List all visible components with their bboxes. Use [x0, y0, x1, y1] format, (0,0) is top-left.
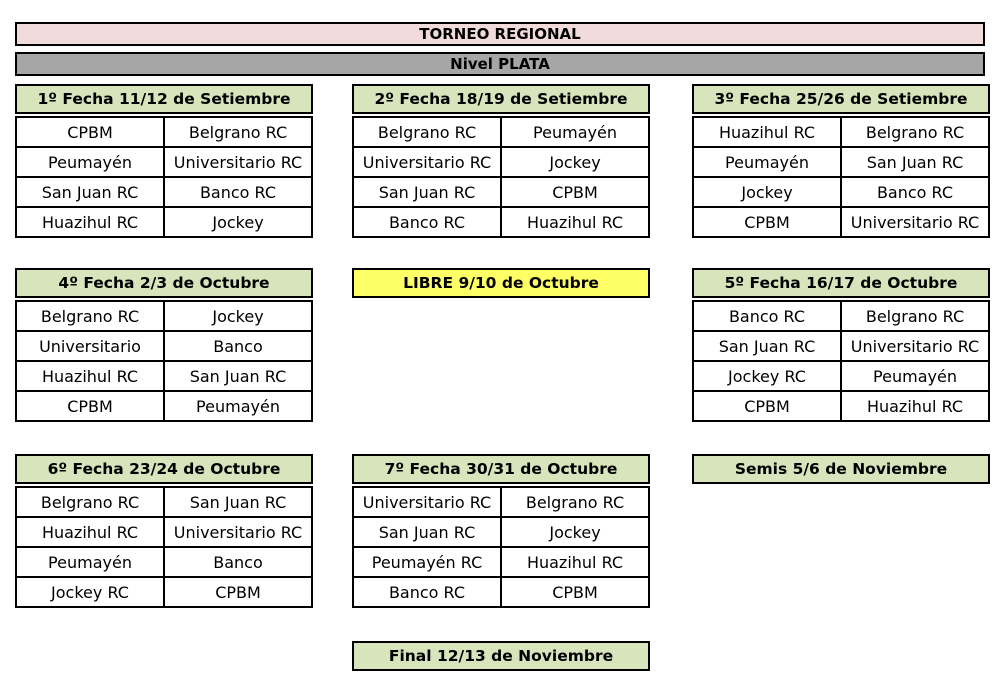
- libre-block: [352, 268, 650, 298]
- team-home: Universitario RC: [353, 487, 501, 517]
- team-home: Banco RC: [353, 577, 501, 607]
- team-away: San Juan RC: [841, 147, 989, 177]
- team-home: Huazihul RC: [16, 517, 164, 547]
- tournament-title: TORNEO REGIONAL: [15, 22, 985, 46]
- round-1-block: [15, 84, 313, 238]
- round-2-block: [352, 84, 650, 238]
- table-row: [693, 207, 989, 237]
- table-row: [353, 517, 649, 547]
- round-2-matches: [352, 116, 650, 238]
- table-row: [16, 547, 312, 577]
- team-away: San Juan RC: [164, 487, 312, 517]
- team-away: Jockey: [164, 207, 312, 237]
- team-away: Universitario RC: [841, 331, 989, 361]
- team-home: San Juan RC: [353, 517, 501, 547]
- semis-header: Semis 5/6 de Noviembre: [692, 454, 990, 484]
- round-3-header: 3º Fecha 25/26 de Setiembre: [692, 84, 990, 114]
- team-away: Peumayén: [501, 117, 649, 147]
- round-5-block: [692, 268, 990, 422]
- table-row: [693, 301, 989, 331]
- round-1-matches: [15, 116, 313, 238]
- round-5-header: 5º Fecha 16/17 de Octubre: [692, 268, 990, 298]
- round-7-block: [352, 454, 650, 608]
- table-row: [16, 487, 312, 517]
- team-home: CPBM: [16, 117, 164, 147]
- table-row: [353, 207, 649, 237]
- libre-header: LIBRE 9/10 de Octubre: [352, 268, 650, 298]
- round-4-header: 4º Fecha 2/3 de Octubre: [15, 268, 313, 298]
- table-row: [16, 391, 312, 421]
- level-title: Nivel PLATA: [15, 52, 985, 76]
- team-away: Peumayén: [164, 391, 312, 421]
- team-away: Banco RC: [164, 177, 312, 207]
- team-home: CPBM: [16, 391, 164, 421]
- team-home: Jockey: [693, 177, 841, 207]
- team-home: Banco RC: [353, 207, 501, 237]
- team-home: Jockey RC: [16, 577, 164, 607]
- team-home: Universitario: [16, 331, 164, 361]
- team-home: San Juan RC: [693, 331, 841, 361]
- table-row: [353, 117, 649, 147]
- team-away: Huazihul RC: [501, 547, 649, 577]
- team-away: Peumayén: [841, 361, 989, 391]
- table-row: [693, 177, 989, 207]
- team-away: Jockey: [164, 301, 312, 331]
- table-row: [16, 147, 312, 177]
- team-home: Huazihul RC: [16, 361, 164, 391]
- final-header: Final 12/13 de Noviembre: [352, 641, 650, 671]
- team-away: Huazihul RC: [501, 207, 649, 237]
- team-away: Banco: [164, 547, 312, 577]
- team-away: Belgrano RC: [841, 301, 989, 331]
- table-row: [693, 117, 989, 147]
- team-home: Belgrano RC: [16, 301, 164, 331]
- round-4-block: [15, 268, 313, 422]
- team-away: CPBM: [501, 577, 649, 607]
- team-away: Universitario RC: [164, 517, 312, 547]
- table-row: [16, 517, 312, 547]
- table-row: [353, 547, 649, 577]
- table-row: [16, 207, 312, 237]
- team-home: Universitario RC: [353, 147, 501, 177]
- team-away: Belgrano RC: [501, 487, 649, 517]
- semis-block: [692, 454, 990, 484]
- table-row: [353, 577, 649, 607]
- team-home: CPBM: [693, 207, 841, 237]
- team-away: Huazihul RC: [841, 391, 989, 421]
- table-row: [693, 361, 989, 391]
- table-row: [693, 391, 989, 421]
- team-home: CPBM: [693, 391, 841, 421]
- team-away: Belgrano RC: [164, 117, 312, 147]
- team-away: Universitario RC: [164, 147, 312, 177]
- table-row: [353, 147, 649, 177]
- team-away: CPBM: [501, 177, 649, 207]
- table-row: [16, 361, 312, 391]
- round-2-header: 2º Fecha 18/19 de Setiembre: [352, 84, 650, 114]
- round-7-matches: [352, 486, 650, 608]
- round-3-matches: [692, 116, 990, 238]
- table-row: [16, 177, 312, 207]
- team-home: Peumayén: [16, 147, 164, 177]
- table-row: [16, 301, 312, 331]
- team-home: San Juan RC: [16, 177, 164, 207]
- round-6-block: [15, 454, 313, 608]
- round-1-header: 1º Fecha 11/12 de Setiembre: [15, 84, 313, 114]
- round-3-block: [692, 84, 990, 238]
- team-home: Peumayén RC: [353, 547, 501, 577]
- table-row: [16, 577, 312, 607]
- table-row: [16, 331, 312, 361]
- team-home: Banco RC: [693, 301, 841, 331]
- team-home: Jockey RC: [693, 361, 841, 391]
- team-home: Huazihul RC: [693, 117, 841, 147]
- team-home: Peumayén: [16, 547, 164, 577]
- round-5-matches: [692, 300, 990, 422]
- table-row: [353, 177, 649, 207]
- table-row: [353, 487, 649, 517]
- team-home: Belgrano RC: [353, 117, 501, 147]
- round-7-header: 7º Fecha 30/31 de Octubre: [352, 454, 650, 484]
- final-block: [352, 641, 650, 671]
- team-away: Banco: [164, 331, 312, 361]
- round-4-matches: [15, 300, 313, 422]
- team-home: Belgrano RC: [16, 487, 164, 517]
- team-home: San Juan RC: [353, 177, 501, 207]
- table-row: [16, 117, 312, 147]
- team-home: Peumayén: [693, 147, 841, 177]
- table-row: [693, 147, 989, 177]
- team-away: Jockey: [501, 517, 649, 547]
- table-row: [693, 331, 989, 361]
- round-6-header: 6º Fecha 23/24 de Octubre: [15, 454, 313, 484]
- round-6-matches: [15, 486, 313, 608]
- team-away: Belgrano RC: [841, 117, 989, 147]
- team-away: Jockey: [501, 147, 649, 177]
- team-away: Banco RC: [841, 177, 989, 207]
- team-away: San Juan RC: [164, 361, 312, 391]
- team-away: Universitario RC: [841, 207, 989, 237]
- team-away: CPBM: [164, 577, 312, 607]
- team-home: Huazihul RC: [16, 207, 164, 237]
